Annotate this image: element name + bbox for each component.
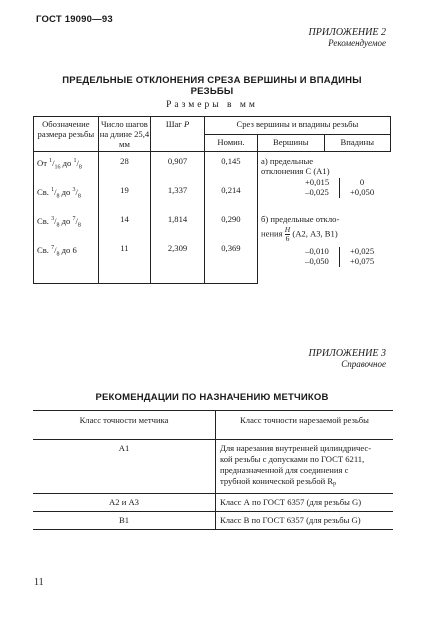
row-size: От $^1/_{16}$ до $^1/_8$ [34, 152, 99, 182]
row-nominal: 0,145 [204, 152, 257, 182]
table1-title-line2: РЕЗЬБЫ [190, 86, 234, 97]
pitch-prefix: Шаг [165, 119, 182, 129]
note-b-crest-lower: –0,050 [305, 256, 329, 266]
header-designation: Обозначение размера резьбы [34, 117, 99, 152]
row-pitch: 1,814 [151, 210, 205, 239]
note-a-root [340, 177, 384, 197]
header-thread-class: Класс точности нарезаемой резьбы [216, 411, 394, 440]
note-b-crest [295, 246, 339, 266]
note-a-root-upper: 0 [359, 177, 365, 187]
table-row [33, 512, 393, 530]
row-text-line3: предназначенной для соединения с [220, 465, 349, 475]
note-a-crest-upper: +0,015 [304, 177, 330, 187]
note-b-suffix: (А2, А3, В1) [292, 228, 338, 239]
row-text-line4 [220, 476, 393, 490]
header-tap-class: Класс точности метчика [33, 411, 216, 440]
table2-title: РЕКОМЕНДАЦИИ ПО НАЗНАЧЕНИЮ МЕТЧИКОВ [95, 392, 329, 403]
table1-title [40, 75, 384, 97]
note-b-line1: б) предельные откло- [261, 214, 340, 224]
table-row [33, 440, 393, 494]
appendix-3-status: Справочное [341, 359, 386, 369]
row-thread-class [216, 440, 394, 494]
thread-truncation-table [33, 116, 391, 284]
table-row [34, 152, 391, 182]
table1-title-line1: ПРЕДЕЛЬНЫЕ ОТКЛОНЕНИЯ СРЕЗА ВЕРШИНЫ И ВПАДИНЫ [62, 75, 362, 86]
note-a-values [261, 177, 390, 198]
tap-recommendation-table [33, 410, 393, 530]
row-threads: 14 [98, 210, 151, 239]
note-b-root-lower: +0,075 [349, 256, 375, 266]
note-b-line2 [261, 226, 390, 243]
header-truncation: Срез вершины и впадины резьбы [204, 117, 390, 135]
note-b-prefix: нения [261, 228, 283, 239]
note-a-crest-lower: –0,025 [305, 187, 329, 197]
row-threads: 19 [98, 181, 151, 210]
row-pitch: 1,337 [151, 181, 205, 210]
note-b-fraction [285, 226, 290, 243]
pitch-symbol: P [183, 119, 190, 129]
header-threads: Число шагов на длине 25,4 мм [98, 117, 151, 152]
appendix-3-label: ПРИЛОЖЕНИЕ 3 [308, 348, 386, 359]
note-b-root [340, 246, 384, 266]
note-a-root-lower: +0,050 [349, 187, 375, 197]
row-tap-class: В1 [33, 512, 216, 530]
page-number: 11 [34, 577, 44, 588]
table-row [34, 210, 391, 239]
row-text-line1: Для нарезания внутренней цилиндричес- [220, 443, 372, 453]
note-a-line2: отклонения С (А1) [261, 166, 330, 176]
row-threads: 28 [98, 152, 151, 182]
row-tap-class: А1 [33, 440, 216, 494]
header-crests: Вершины [258, 134, 324, 152]
fraction-denominator: 6 [285, 234, 290, 243]
note-b-root-upper: +0,025 [349, 246, 375, 256]
row-size: Св. $^1/_8$ до $^3/_8$ [34, 181, 99, 210]
dimensions-note: Размеры в мм [166, 100, 258, 110]
row-nominal: 0,290 [204, 210, 257, 239]
row-thread-class: Класс А по ГОСТ 6357 (для резьбы G) [216, 494, 394, 512]
row-size: Св. $^7/_8$ до 6 [34, 239, 99, 284]
row-tap-class: А2 и А3 [33, 494, 216, 512]
header-pitch [151, 117, 205, 152]
row-nominal: 0,369 [204, 239, 257, 284]
row-text-line4-sub: p [333, 481, 337, 487]
note-b-values [261, 246, 390, 267]
note-a-line1: а) предельные [261, 156, 314, 166]
fraction-numerator: H [284, 225, 291, 234]
appendix-2-label: ПРИЛОЖЕНИЕ 2 [308, 27, 386, 38]
row-size: Св. $^3/_8$ до $^7/_8$ [34, 210, 99, 239]
row-pitch: 2,309 [151, 239, 205, 284]
appendix-2-status: Рекомендуемое [328, 38, 386, 48]
appendix-2 [309, 27, 387, 49]
row-thread-class: Класс В по ГОСТ 6357 (для резьбы G) [216, 512, 394, 530]
note-a-crest [295, 177, 339, 197]
table-row [33, 494, 393, 512]
standard-number: ГОСТ 19090—93 [36, 14, 113, 25]
header-roots: Впадины [324, 134, 390, 152]
header-nominal: Номин. [204, 134, 257, 152]
row-text-line2: кой резьбы с допусками по ГОСТ 6211, [220, 454, 365, 464]
appendix-3 [309, 348, 387, 370]
row-nominal: 0,214 [204, 181, 257, 210]
note-b [258, 210, 391, 284]
row-pitch: 0,907 [151, 152, 205, 182]
note-a [258, 152, 391, 211]
row-threads: 11 [98, 239, 151, 284]
row-text-line4-main: трубной конической резьбой R [220, 476, 334, 486]
note-b-crest-upper: –0,010 [305, 246, 329, 256]
